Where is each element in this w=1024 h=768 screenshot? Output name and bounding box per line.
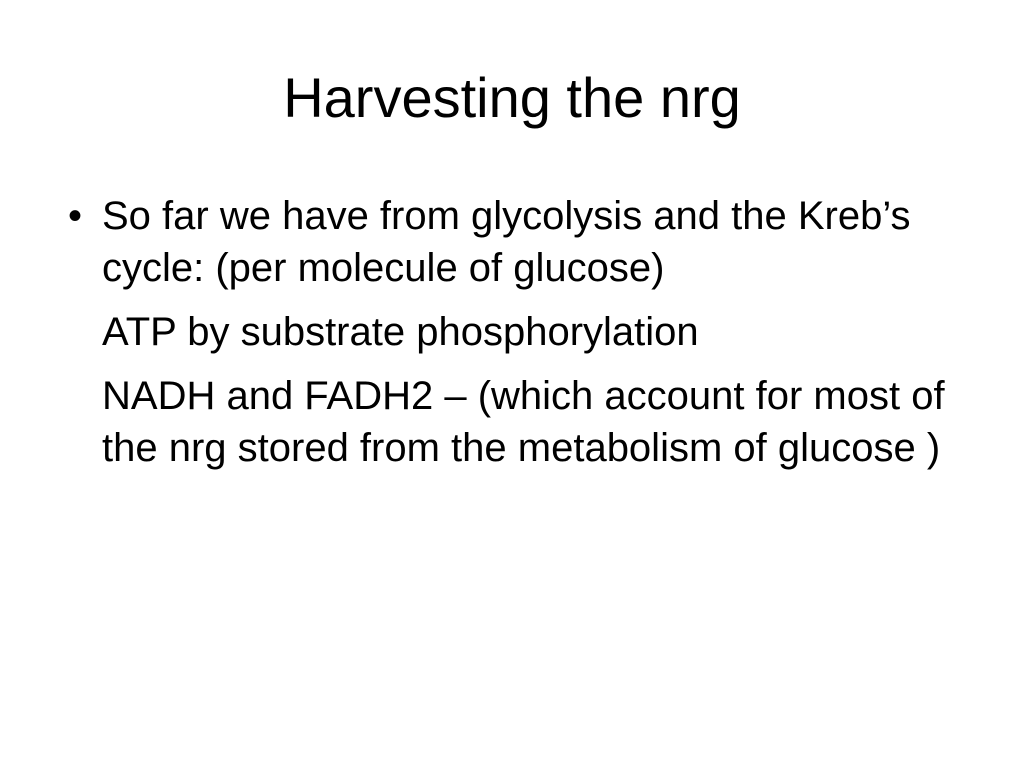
bullet-marker: • [67,194,82,238]
slide-title: Harvesting the nrg [283,66,741,129]
sub-paragraph-atp: ATP by substrate phosphorylation [102,310,699,354]
bullet-text: So far we have from glycolysis and the Kreb’s cycle: (per molecule of glucose) [102,194,911,290]
sub-paragraph-nadh-fadh2: NADH and FADH2 – (which account for most of the nrg stored from the metabolism of glucose ) [102,374,945,470]
bullet-item [60,190,960,294]
slide-body [60,190,960,486]
